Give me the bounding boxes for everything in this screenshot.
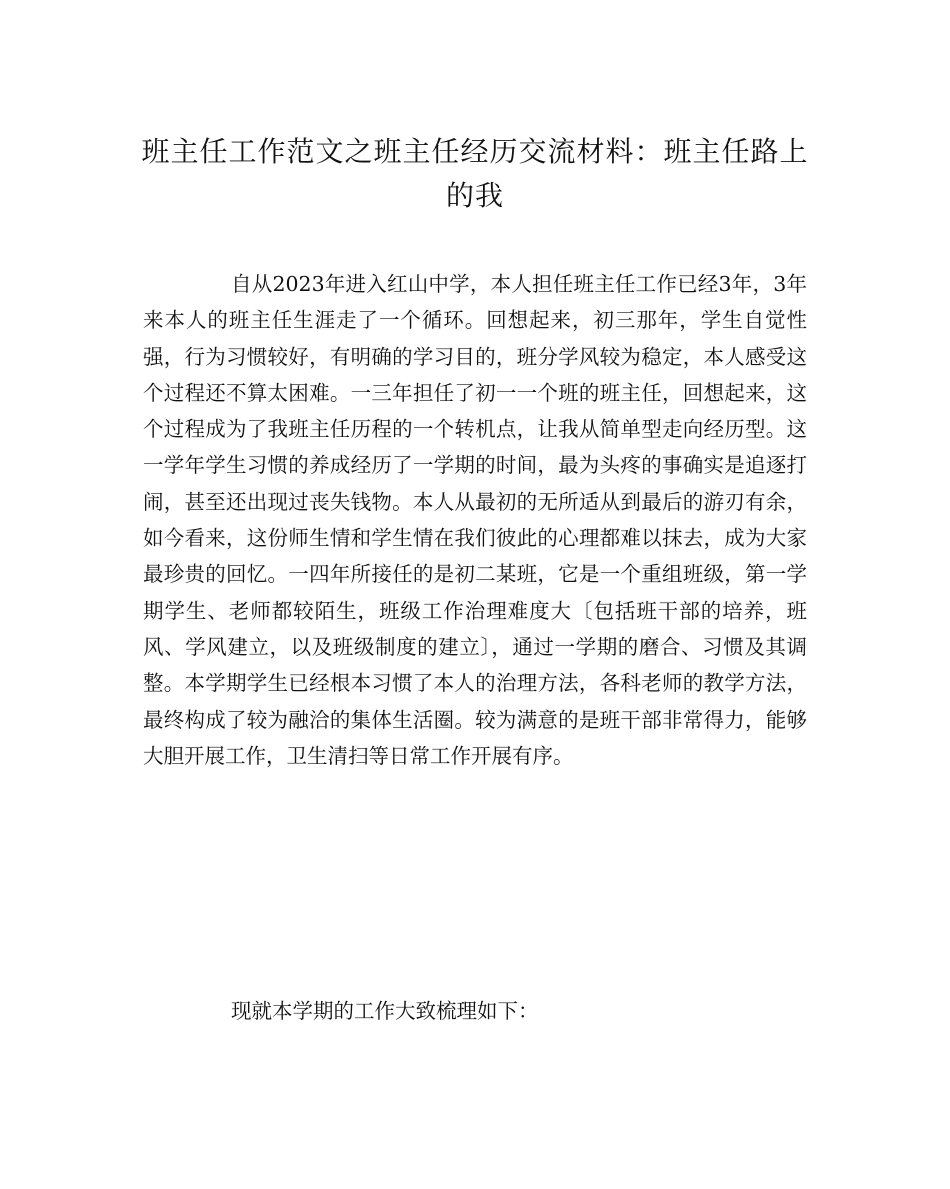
document-title: 班主任工作范文之班主任经历交流材料：班主任路上的我 <box>141 135 809 212</box>
body-paragraph: 自从2023年进入红山中学，本人担任班主任工作已经3年，3年来本人的班主任生涯走了一个循环。回想起来，初三那年，学生自觉性强，行为习惯较好，有明确的学习目的，班分学风较为稳定，本人感受这个过程还不算太困难。一三年担任了初一一个班的班主任，回想起来，这个过程成为了我班主任历程的一个转机点，让我从简单型走向经历型。这一学年学生习惯的养成经历了一学期的时间，最为头疼的事确实是追逐打闹，甚至还出现过丧失钱物。本人从最初的无所适从到最后的游刃有余，如今看来，这份师生情和学生情在我们彼此的心理都难以抹去，成为大家最珍贵的回忆。一四年所接任的是初二某班，它是一个重组班级，第一学期学生、老师都较陌生，班级工作治理难度大〔包括班干部的培养，班风、学风建立，以及班级制度的建立〕，通过一学期的磨合、习惯及其调整。本学期学生已经根本习惯了本人的治理方法，各科老师的教学方法，最终构成了较为融洽的集体生活圈。较为满意的是班干部非常得力，能够大胆开展工作，卫生清扫等日常工作开展有序。 <box>143 272 807 768</box>
body-paragraph: 现就本学期的工作大致梳理如下： <box>231 999 539 1023</box>
